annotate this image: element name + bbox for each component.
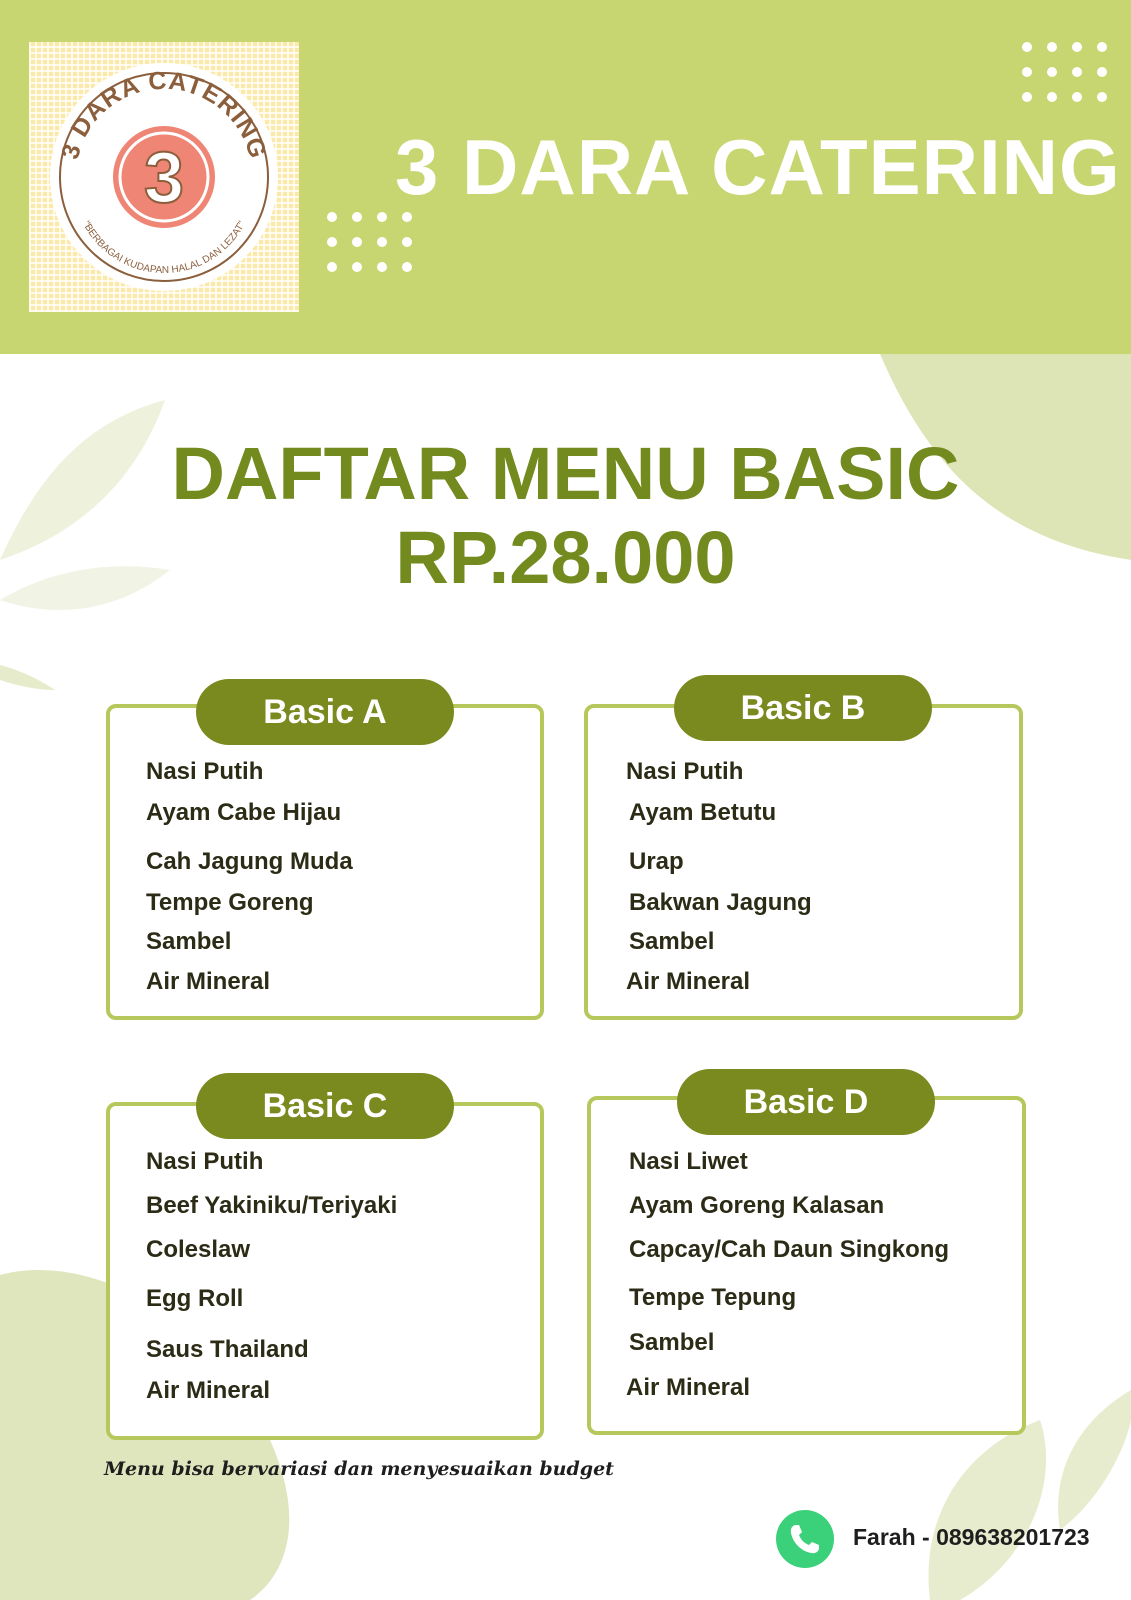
list-item: Air Mineral <box>146 1377 271 1404</box>
list-item: Urap <box>629 848 684 875</box>
list-item: Capcay/Cah Daun Singkong <box>629 1236 950 1263</box>
list-item: Nasi Liwet <box>629 1148 748 1175</box>
list-item: Ayam Goreng Kalasan <box>629 1192 885 1219</box>
list-item: Beef Yakiniku/Teriyaki <box>146 1192 398 1219</box>
menu-card-title: Basic C <box>196 1073 454 1139</box>
list-item: Coleslaw <box>146 1236 251 1263</box>
menu-heading <box>0 432 1131 600</box>
list-item: Tempe Tepung <box>629 1284 797 1311</box>
logo-tagline: "BERBAGAI KUDAPAN HALAL DAN LEZAT" <box>80 219 248 277</box>
list-item: Air Mineral <box>626 968 751 995</box>
list-item: Ayam Cabe Hijau <box>146 799 342 826</box>
list-item: Air Mineral <box>626 1374 751 1401</box>
list-item: Egg Roll <box>146 1285 244 1312</box>
budget-note: Menu bisa bervariasi dan menyesuaikan budget <box>104 1458 614 1480</box>
leaf-bottom-right <box>928 1420 1046 1600</box>
list-item: Sambel <box>146 928 232 955</box>
leaf-left-mid <box>0 665 55 690</box>
leaf-bottom-right-2 <box>1058 1390 1131 1530</box>
phone-icon <box>776 1510 834 1568</box>
list-item: Sambel <box>629 1329 715 1356</box>
list-item: Saus Thailand <box>146 1336 309 1363</box>
dots-decoration-center <box>325 210 425 280</box>
menu-card-title: Basic A <box>196 679 454 745</box>
menu-price: RP.28.000 <box>395 516 736 599</box>
brand-title: 3 DARA CATERING <box>395 123 1121 211</box>
list-item: Bakwan Jagung <box>629 889 812 916</box>
logo <box>29 42 299 312</box>
list-item: Nasi Putih <box>146 758 264 785</box>
list-item: Ayam Betutu <box>629 799 777 826</box>
list-item: Nasi Putih <box>626 758 744 785</box>
contact-info[interactable]: Farah - 089638201723 <box>853 1524 1090 1550</box>
dots-decoration-top-right <box>1020 40 1120 110</box>
logo-arc-text: 3 DARA CATERING <box>56 66 273 163</box>
list-item: Cah Jagung Muda <box>146 848 353 875</box>
menu-card-title: Basic B <box>674 675 932 741</box>
menu-card-title: Basic D <box>677 1069 935 1135</box>
list-item: Tempe Goreng <box>146 889 314 916</box>
header-banner <box>0 0 1131 354</box>
list-item: Air Mineral <box>146 968 271 995</box>
menu-heading-title: DAFTAR MENU BASIC <box>171 432 960 515</box>
list-item: Sambel <box>629 928 715 955</box>
logo-numeral: 3 <box>143 138 185 218</box>
list-item: Nasi Putih <box>146 1148 264 1175</box>
